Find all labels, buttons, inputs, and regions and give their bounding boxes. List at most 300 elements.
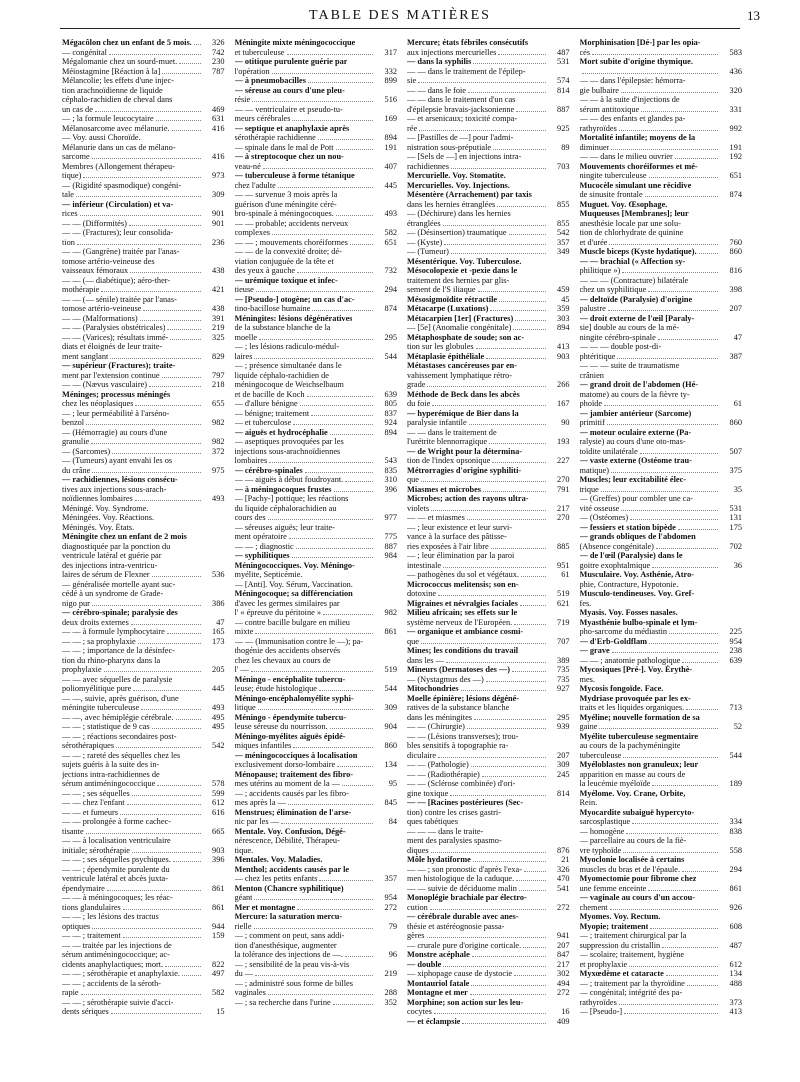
index-entry — [62, 152, 225, 162]
entry-page: 295 — [384, 332, 397, 342]
index-entry — [407, 352, 570, 362]
entry-page: 45 — [561, 294, 570, 304]
index-entry — [580, 352, 743, 362]
entry-term: Muguet. Voy. Œsophage. — [579, 199, 668, 209]
index-entry — [407, 941, 570, 951]
entry-term: bles sensitifs à topographie ra- — [407, 741, 509, 750]
entry-term: Mégacôlon chez un enfant de 5 mois. — [62, 38, 192, 47]
entry-term: leuse; étude histologique — [234, 684, 317, 693]
entry-term: Myasthénie bulbo-spinale et lym- — [579, 617, 698, 627]
entry-term: Méningite chez un enfant de 2 mois — [62, 532, 187, 541]
entry-term: mes. — [579, 674, 595, 684]
index-entry — [580, 675, 743, 685]
index-entry — [407, 1007, 570, 1017]
index-entry — [62, 418, 225, 428]
entry-term: sérum antiméningococcique; ac- — [62, 950, 170, 959]
index-entry — [62, 817, 225, 827]
entry-term: vaginales — [234, 988, 266, 997]
entry-page: 787 — [212, 66, 225, 76]
index-entry — [407, 380, 570, 390]
index-entry — [235, 523, 398, 533]
entry-term: Mésosigmoïdite rétractile — [407, 294, 498, 304]
index-entry — [62, 836, 225, 846]
entry-page: 52 — [733, 722, 742, 731]
leader-dots — [608, 304, 718, 311]
entry-page: 205 — [212, 665, 225, 674]
index-entry — [62, 200, 225, 210]
entry-page: 217 — [557, 503, 570, 513]
entry-page: 760 — [729, 237, 742, 247]
entry-term: ningite cérébro-spinale — [579, 332, 656, 342]
index-entry — [407, 133, 570, 143]
index-entry — [235, 361, 398, 371]
entry-term: philitique ») — [579, 266, 621, 275]
entry-page: 494 — [557, 978, 570, 988]
index-entry — [407, 466, 570, 476]
leader-dots — [95, 105, 201, 112]
entry-page: 775 — [384, 532, 397, 541]
entry-page: 655 — [212, 399, 225, 408]
index-entry — [62, 608, 225, 618]
index-entry — [407, 589, 570, 599]
index-entry — [407, 532, 570, 542]
entry-term: Méningo-myélites aiguës épidé- — [234, 731, 346, 741]
leader-dots — [173, 855, 201, 862]
leader-dots — [601, 485, 718, 492]
leader-dots — [300, 399, 373, 406]
entry-term: diminuer — [579, 142, 610, 152]
entry-term: — [Pastilles de —] pour l'admi- — [407, 133, 514, 142]
entry-term: ratives de la substance blanche — [407, 703, 510, 712]
leader-dots — [278, 181, 373, 188]
entry-page: 805 — [384, 399, 397, 408]
index-entry — [580, 827, 743, 837]
index-entry — [235, 618, 398, 628]
entry-page: 349 — [557, 247, 570, 256]
entry-term: — et tuberculose — [234, 418, 292, 427]
entry-term: tion arachnoïdienne de liquide — [62, 85, 163, 95]
entry-term: Mélanurie dans un cas de mélano- — [62, 142, 176, 152]
leader-dots — [132, 846, 201, 853]
entry-term: — — à formule lymphocytaire — [62, 627, 165, 636]
leader-dots — [623, 846, 718, 853]
entry-term: — — (Difformités) — [62, 218, 127, 228]
entry-term: complexes — [234, 228, 270, 237]
entry-page: 519 — [384, 665, 397, 674]
entry-page: 925 — [557, 123, 570, 133]
index-entry — [235, 770, 398, 780]
entry-page: 612 — [212, 798, 225, 807]
index-entry — [235, 247, 398, 257]
entry-term: Mercurielles. Voy. Injections. — [407, 180, 510, 190]
entry-term: étranglées — [407, 218, 441, 228]
index-entry — [235, 219, 398, 229]
leader-dots — [255, 627, 373, 634]
entry-page: 894 — [384, 133, 397, 142]
index-entry — [235, 884, 398, 894]
entry-page: 814 — [557, 85, 570, 95]
entry-term: gine toxique — [407, 788, 449, 798]
leader-dots — [252, 95, 373, 102]
entry-page: 904 — [384, 722, 397, 731]
entry-term: des yeux à gauche — [234, 266, 296, 275]
entry-page: 860 — [384, 741, 397, 750]
entry-page: 487 — [729, 940, 742, 950]
index-entry — [235, 855, 398, 865]
entry-term: tique) — [62, 171, 82, 180]
entry-page: 272 — [557, 988, 570, 997]
entry-term: Mort subite d'origine thymique. — [579, 57, 693, 66]
leader-dots — [434, 1007, 546, 1014]
entry-page: 96 — [388, 950, 397, 959]
entry-term: — pathogènes du sol et végétaux. — [407, 570, 519, 579]
index-entry — [62, 76, 225, 86]
entry-page: 487 — [557, 47, 570, 57]
index-entry — [580, 485, 743, 495]
entry-term: — urémique toxique et infec- — [234, 275, 338, 285]
leader-dots — [486, 675, 546, 682]
index-entry — [580, 836, 743, 846]
leader-dots — [675, 152, 718, 159]
index-entry — [407, 1017, 570, 1027]
index-entry — [235, 456, 398, 466]
entry-term: leuse séreuse du nourrisson. — [234, 722, 328, 731]
entry-term: laires — [234, 351, 253, 361]
entry-page: 36 — [733, 560, 742, 570]
entry-term: — (Ostéomes) — [579, 513, 629, 522]
index-entry — [407, 627, 570, 637]
leader-dots — [333, 998, 373, 1005]
index-entry — [407, 760, 570, 770]
leader-dots — [292, 114, 373, 121]
leader-dots — [92, 152, 201, 159]
index-entry — [580, 589, 743, 599]
entry-term: diats et éloignés de leur traite- — [62, 342, 163, 351]
entry-term: Mineurs (Dermatoses des —) — [407, 665, 510, 674]
leader-dots — [167, 323, 200, 330]
index-entry — [62, 466, 225, 476]
leader-dots — [109, 48, 201, 55]
leader-dots — [120, 808, 201, 815]
index-entry — [407, 646, 570, 656]
leader-dots — [135, 399, 200, 406]
entry-term: — — et miasmes — [407, 513, 465, 522]
index-entry — [235, 333, 398, 343]
index-entry — [407, 323, 570, 333]
entry-term: Milieu africain; ses effets sur le — [407, 608, 518, 617]
index-entry — [580, 941, 743, 951]
entry-term: Menthol; accidents causés par le — [234, 864, 350, 874]
leader-dots — [86, 827, 201, 834]
leader-dots — [110, 352, 200, 359]
entry-term: — d'allure bénigne — [234, 399, 298, 408]
entry-term: — (Déchirure) dans les hernies — [407, 209, 511, 218]
entry-term: — — à méningocoques; les réac- — [62, 893, 173, 902]
leader-dots — [438, 751, 545, 758]
entry-term: initiale; sérothérapie — [62, 845, 130, 855]
entry-term: veau-né — [234, 161, 261, 171]
index-entry — [235, 969, 398, 979]
index-entry — [407, 48, 570, 58]
entry-term: Mésentérique. Voy. Tuberculose. — [407, 256, 522, 266]
entry-term: — (Greffes) pour combler une ca- — [579, 494, 693, 503]
entry-page: 294 — [729, 864, 742, 874]
entry-term: — crurale pure d'origine corticale. — [407, 940, 522, 950]
entry-term: — (Tumeurs) ayant envahi les os — [62, 456, 173, 465]
entry-term: Monoplégie brachiale par électro- — [407, 893, 527, 902]
index-entry — [407, 219, 570, 229]
entry-page: 876 — [557, 845, 570, 855]
entry-page: 612 — [729, 959, 742, 969]
index-entry — [407, 143, 570, 153]
entry-term: — —, suivie, après guérison, d'une — [62, 693, 179, 703]
leader-dots — [172, 124, 201, 131]
entry-page: 495 — [212, 722, 225, 731]
entry-term: Mycosis fongoïde. Face. — [579, 684, 664, 693]
leader-dots — [624, 1007, 718, 1014]
index-entry — [407, 67, 570, 77]
entry-page: 16 — [561, 1007, 570, 1016]
leader-dots — [427, 931, 546, 938]
leader-dots — [305, 466, 373, 473]
entry-page: 167 — [557, 399, 570, 408]
entry-term: — hyperémique de Bier dans la — [407, 408, 519, 418]
entry-term: — — aiguës à début foudroyant. — [234, 475, 344, 484]
leader-dots — [272, 228, 373, 235]
index-entry — [407, 124, 570, 134]
index-entry — [62, 599, 225, 609]
index-entry — [580, 865, 743, 875]
entry-term: — — de la convexité droite; dé- — [234, 247, 342, 256]
index-entry — [580, 627, 743, 637]
entry-term: Mésocolopexie et -pexie dans le — [407, 266, 518, 275]
index-entry — [235, 684, 398, 694]
index-entry — [407, 722, 570, 732]
entry-term: tale — [62, 190, 74, 199]
index-entry — [407, 865, 570, 875]
index-entry — [62, 133, 225, 143]
leader-dots — [632, 817, 718, 824]
index-entry — [580, 903, 743, 913]
entry-page: 207 — [557, 750, 570, 760]
index-entry — [235, 998, 398, 1008]
entry-term: — à pneumobacilles — [234, 76, 306, 85]
index-entry — [62, 694, 225, 704]
index-entry — [580, 703, 743, 713]
index-entry — [235, 171, 398, 181]
index-entry — [62, 751, 225, 761]
entry-term: ment des paralysies spasmo- — [407, 836, 502, 845]
index-entry — [62, 646, 225, 656]
index-entry — [62, 570, 225, 580]
leader-dots — [516, 874, 545, 881]
leader-dots — [92, 466, 200, 473]
index-entry — [407, 437, 570, 447]
entry-page: 389 — [557, 655, 570, 665]
entry-term: Mentales. Voy. Maladies. — [234, 855, 323, 864]
leader-dots — [619, 124, 718, 131]
index-entry — [407, 542, 570, 552]
entry-term: Méningé. Voy. Syndrome. — [62, 503, 149, 513]
index-entry — [235, 561, 398, 571]
index-entry — [407, 304, 570, 314]
index-entry — [235, 694, 398, 704]
leader-dots — [345, 475, 373, 482]
entry-term: — — (Sclérose combinée) d'ori- — [407, 779, 516, 788]
entry-page: 175 — [729, 522, 742, 532]
entry-page: 951 — [557, 560, 570, 570]
entry-term: aux injections mercurielles — [407, 47, 497, 57]
index-entry — [235, 409, 398, 419]
index-entry — [62, 295, 225, 305]
entry-term: diagnostiquée par la ponction du — [62, 541, 171, 551]
entry-term: Mercure: la saturation mercu- — [234, 912, 343, 921]
index-entry — [235, 836, 398, 846]
entry-term: — double — [407, 959, 442, 969]
index-entry — [62, 551, 225, 561]
index-entry — [62, 722, 225, 732]
index-entry — [407, 190, 570, 200]
index-entry — [62, 656, 225, 666]
index-entry — [580, 760, 743, 770]
entry-page: 95 — [388, 779, 397, 788]
entry-term: du crâne — [62, 465, 91, 475]
entry-term: l'opération — [234, 66, 270, 76]
index-entry — [62, 912, 225, 922]
entry-page: 294 — [384, 285, 397, 294]
index-entry — [580, 969, 743, 979]
entry-term: litique — [234, 703, 256, 712]
leader-dots — [666, 969, 718, 976]
entry-term: liquide céphalo-rachidien de — [234, 370, 329, 380]
index-entry — [62, 371, 225, 381]
leader-dots — [336, 209, 373, 216]
index-entry — [62, 304, 225, 314]
leader-dots — [443, 960, 545, 967]
index-entry — [235, 732, 398, 742]
index-entry — [580, 295, 743, 305]
entry-term: — — ; ses séquelles psychiques. — [62, 855, 171, 864]
index-entry — [407, 969, 570, 979]
entry-term: rielle — [234, 921, 252, 931]
index-entry — [62, 808, 225, 818]
entry-term: — congénital; intégrité des pa- — [579, 988, 683, 997]
index-entry — [62, 998, 225, 1008]
entry-term: résie — [234, 95, 251, 104]
index-entry — [235, 931, 398, 941]
index-entry — [580, 570, 743, 580]
leader-dots — [499, 295, 545, 302]
entry-term: Mélanosarcome avec mélanurie. — [62, 123, 170, 133]
entry-term: bro-spinale à méningocoques. — [234, 209, 334, 218]
index-entry — [62, 513, 225, 523]
entry-term: — ; traitement chirurgical par la — [579, 931, 687, 940]
index-entry — [580, 599, 743, 609]
index-entry — [235, 513, 398, 523]
entry-term: l' — — [234, 665, 249, 674]
entry-page: 861 — [212, 902, 225, 912]
entry-page: 303 — [557, 313, 570, 323]
leader-dots — [149, 380, 200, 387]
entry-term: — grand droit de l'abdomen (Hé- — [579, 380, 699, 389]
index-entry — [235, 865, 398, 875]
entry-page: 272 — [384, 902, 397, 912]
entry-page: 47 — [216, 617, 225, 627]
entry-page: 21 — [561, 855, 570, 864]
index-entry — [407, 76, 570, 86]
leader-dots — [80, 209, 201, 216]
entry-term: chez l'adulte — [234, 180, 276, 190]
index-entry — [62, 399, 225, 409]
entry-page: 131 — [729, 513, 742, 522]
entry-term: phoïde — [579, 399, 603, 408]
entry-term: ralysie) au cours d'une oto-mas- — [579, 437, 686, 446]
leader-dots — [444, 238, 545, 245]
leader-dots — [699, 247, 718, 254]
index-entry — [407, 580, 570, 590]
index-entry — [407, 675, 570, 685]
index-entry — [407, 922, 570, 932]
entry-term: — chez les petits enfants — [234, 874, 318, 883]
entry-page: 814 — [557, 788, 570, 798]
entry-page: 926 — [729, 902, 742, 912]
index-entry — [580, 285, 743, 295]
index-entry — [62, 124, 225, 134]
entry-term: noïdiennes lombaires — [62, 494, 133, 503]
leader-dots — [111, 1007, 201, 1014]
entry-term: sérum antitoxique — [579, 104, 640, 114]
entry-term: — cérébrale durable avec anes- — [407, 912, 519, 921]
index-entry — [580, 371, 743, 381]
index-entry — [235, 475, 398, 485]
leader-dots — [254, 922, 373, 929]
entry-page: 89 — [561, 142, 570, 152]
index-entry — [580, 333, 743, 343]
entry-term: — séreuses aiguës; leur traite- — [234, 522, 335, 532]
leader-dots — [156, 114, 201, 121]
entry-term: tion sur les globules — [407, 342, 474, 351]
index-entry — [407, 447, 570, 457]
index-entry — [62, 475, 225, 485]
entry-term: Mortalité infantile; moyens de la — [579, 133, 696, 142]
entry-term: mes après la — — [234, 798, 286, 807]
index-entry — [235, 494, 398, 504]
leader-dots — [287, 48, 374, 55]
entry-term: — — dans le milieu ouvrier — [579, 152, 673, 161]
leader-dots — [648, 285, 718, 292]
index-entry — [62, 390, 225, 400]
leader-dots — [491, 542, 546, 549]
entry-term: — — ; sérothérapie suivie d'acci- — [62, 997, 174, 1007]
entry-page: 396 — [212, 855, 225, 864]
index-entry — [407, 57, 570, 67]
entry-term: jections intra-rachidiennes de — [62, 769, 160, 779]
entry-term: Micrococcus melitensis; son en- — [407, 579, 519, 589]
entry-page: 894 — [557, 323, 570, 332]
entry-page: 578 — [212, 779, 225, 788]
entry-term: palustre — [579, 304, 606, 313]
index-entry — [407, 485, 570, 495]
index-entry — [407, 333, 570, 343]
entry-term: rathyroïdes — [579, 123, 617, 133]
entry-term: — (Hémorragie) au cours d'une — [62, 427, 168, 437]
index-entry — [62, 988, 225, 998]
entry-term: rices — [62, 209, 78, 218]
entry-term: crânien — [579, 370, 604, 380]
index-entry — [580, 181, 743, 191]
entry-term: — dans la syphilis — [407, 57, 472, 66]
index-entry — [62, 238, 225, 248]
